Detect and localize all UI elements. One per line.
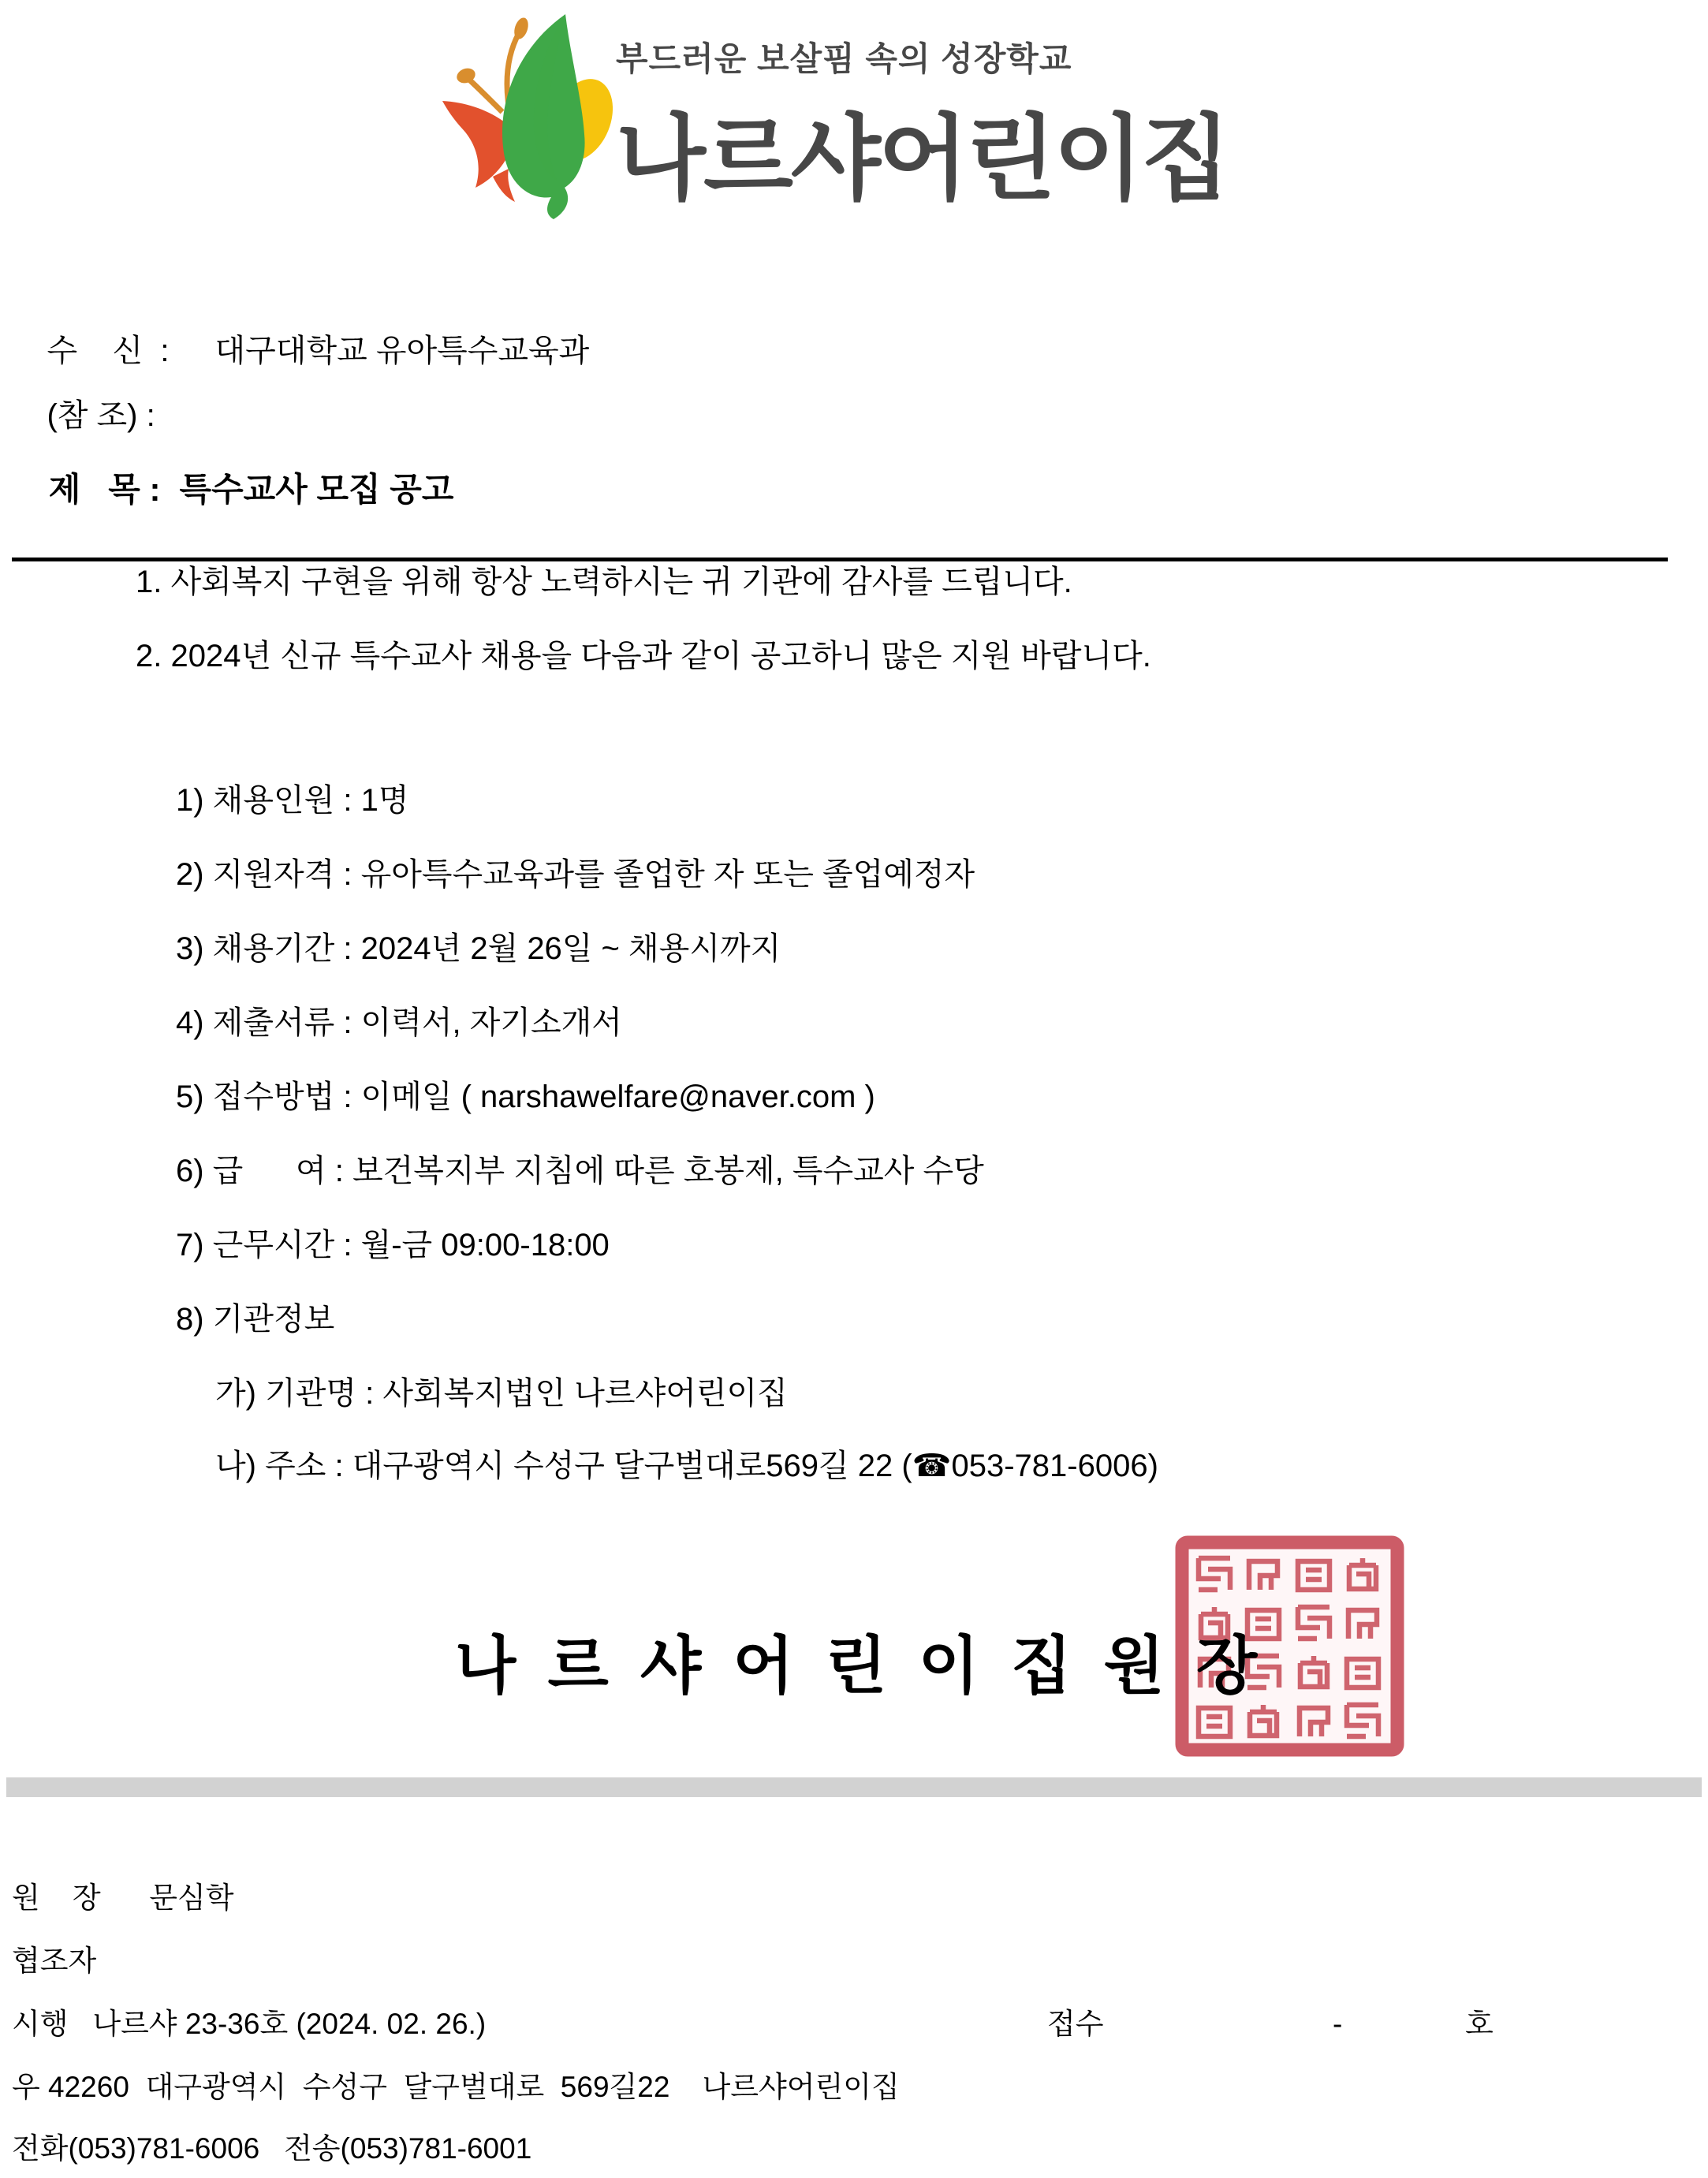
recipient-value: 대구대학교 유아특수교육과 bbox=[214, 333, 590, 368]
recipient-label: 수 신 : bbox=[47, 333, 170, 368]
logo-butterfly-flower-icon bbox=[430, 9, 613, 219]
footer-principal-line: 원 장 문심학 bbox=[12, 1882, 234, 1914]
footer-divider-bar bbox=[6, 1777, 1702, 1797]
sub-item-ga: 가) 기관명 : 사회복지법인 나르샤어린이집 bbox=[215, 1376, 788, 1411]
list-item-4: 4) 제출서류 : 이력서, 자기소개서 bbox=[176, 1005, 622, 1040]
list-item-6: 6) 급 여 : 보건복지부 지침에 따른 호봉제, 특수교사 수당 bbox=[176, 1154, 984, 1188]
body-paragraph-1: 1. 사회복지 구현을 위해 항상 노력하시는 귀 기관에 감사를 드립니다. bbox=[136, 565, 1072, 599]
footer-address-line: 우 42260 대구광역시 수성구 달구벌대로 569길22 나르샤어린이집 bbox=[12, 2071, 900, 2103]
body-paragraph-2: 2. 2024년 신규 특수교사 채용을 다음과 같이 공고하니 많은 지원 바랍니다. bbox=[136, 639, 1151, 673]
subject-label: 제 목 : bbox=[48, 471, 161, 509]
list-item-1: 1) 채용인원 : 1명 bbox=[176, 783, 409, 818]
list-item-8: 8) 기관정보 bbox=[176, 1302, 335, 1337]
list-item-2: 2) 지원자격 : 유아특수교육과를 졸업한 자 또는 졸업예정자 bbox=[176, 857, 975, 892]
footer-issue-line: 시행 나르샤 23-36호 (2024. 02. 26.) bbox=[12, 2008, 487, 2040]
logo-tagline: 부드러운 보살핌 속의 성장학교 bbox=[616, 40, 1072, 77]
logo-text-block bbox=[616, 33, 1229, 218]
logo-title: 나르샤어린이집 bbox=[616, 107, 1229, 211]
list-item-7: 7) 근무시간 : 월-금 09:00-18:00 bbox=[176, 1228, 610, 1262]
list-item-3: 3) 채용기간 : 2024년 2월 26일 ~ 채용시까지 bbox=[176, 931, 781, 966]
cc-label: (참 조) : bbox=[47, 397, 155, 433]
footer-receipt-number-dash: - bbox=[1333, 2008, 1343, 2040]
list-item-5: 5) 접수방법 : 이메일 ( narshawelfare@naver.com ) bbox=[176, 1080, 875, 1114]
footer-receipt-label: 접수 bbox=[1047, 2008, 1104, 2040]
footer-cooperator-line: 협조자 bbox=[12, 1945, 97, 1977]
subject-line bbox=[12, 434, 1668, 561]
signature-title: 나 르 샤 어 린 이 집 원 장 bbox=[455, 1631, 1265, 1701]
footer-receipt-suffix: 호 bbox=[1465, 2008, 1494, 2040]
footer-phone-line: 전화(053)781-6006 전송(053)781-6001 bbox=[12, 2132, 532, 2165]
item-list bbox=[176, 785, 984, 1378]
subject-value: 특수교사 모집 공고 bbox=[179, 471, 454, 509]
sub-item-na: 나) 주소 : 대구광역시 수성구 달구벌대로569길 22 (☎053-781-6006) bbox=[215, 1449, 1158, 1483]
sub-item-list bbox=[215, 1378, 1158, 1523]
letterhead bbox=[430, 9, 1229, 219]
